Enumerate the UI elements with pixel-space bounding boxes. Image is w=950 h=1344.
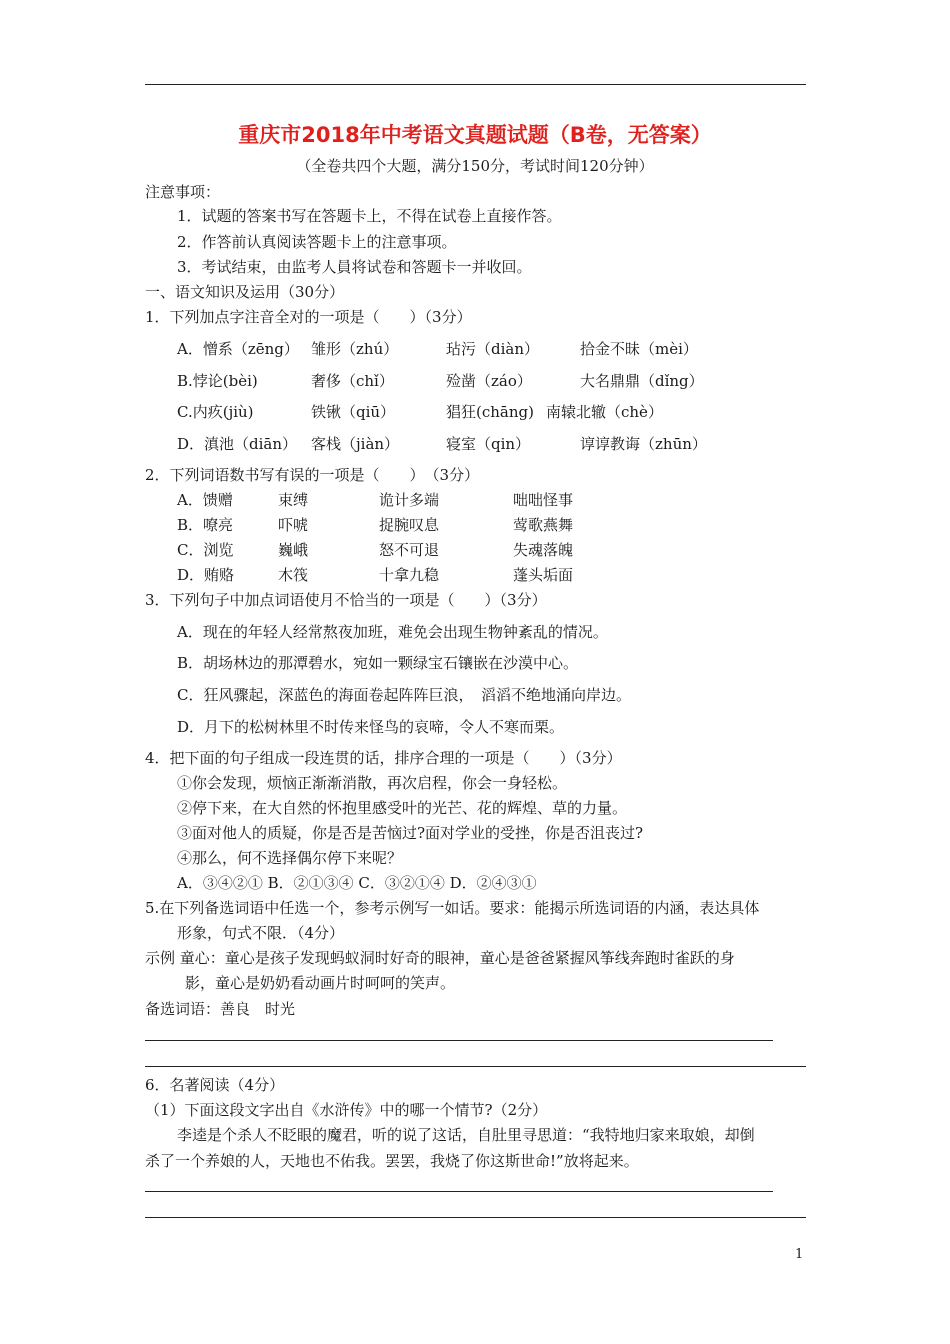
q4-choices: A．③④②① B．②①③④ C．③②①④ D．②④③① xyxy=(177,874,537,892)
q3-option: D．月下的松树林里不时传来怪鸟的哀啼，令人不寒而栗。 xyxy=(177,718,565,736)
q3-option: A．现在的年轻人经常熬夜加班，难免会出现生物钟紊乱的情况。 xyxy=(177,623,608,641)
answer-line[interactable] xyxy=(145,1066,806,1067)
section-heading: 一、语文知识及运用（30分） xyxy=(145,283,345,301)
q1-option: 拾金不昧（mèi） xyxy=(580,340,698,358)
q1-option: C.内疚(jiù) xyxy=(177,403,254,421)
question-4-stem: 4．把下面的句子组成一段连贯的话，排序合理的一项是（ ）（3分） xyxy=(145,749,622,767)
q1-option: B.悖论(bèi) xyxy=(177,372,258,390)
q1-option: 猖狂(chāng) xyxy=(446,403,534,421)
q1-option: 雏形（zhú） xyxy=(311,340,399,358)
q2-option: 束缚 xyxy=(278,491,309,509)
q2-option: B．嘹亮 xyxy=(177,516,234,534)
q1-option: 谆谆教诲（zhūn） xyxy=(580,435,707,453)
notice-item: 3．考试结束，由监考人員将试卷和答题卡一并收回。 xyxy=(177,258,532,276)
header-rule xyxy=(145,84,806,85)
question-6-stem: 6．名著阅读（4分） xyxy=(145,1076,285,1094)
q1-option: 寝室（qin） xyxy=(446,435,531,453)
q2-option: 蓬头垢面 xyxy=(513,566,574,584)
question-2-stem: 2．下列词语数书写有误的一项是（ ） （3分） xyxy=(145,466,480,484)
q2-option: 捉腕叹息 xyxy=(379,516,440,534)
question-5-stem: 形象，句式不限．（4分） xyxy=(177,924,345,942)
q2-option: 怒不可退 xyxy=(379,541,440,559)
q2-option: 咄咄怪事 xyxy=(513,491,574,509)
q2-option: 莺歌燕舞 xyxy=(513,516,574,534)
q6-subquestion: （1）下面这段文字出自《水浒传》中的哪一个情节?（2分） xyxy=(145,1101,548,1119)
q1-option: 玷污（diàn） xyxy=(446,340,540,358)
q2-option: 吓唬 xyxy=(278,516,309,534)
page-number: 1 xyxy=(795,1247,804,1262)
q4-sentence: ④那么，何不选择偶尔停下来呢？ xyxy=(177,849,403,867)
q4-sentence: ③面对他人的质疑，你是否是苦恼过?面对学业的受挫，你是否沮丧过? xyxy=(177,824,644,842)
q3-option: B．胡场林边的那潭碧水，宛如一颗绿宝石镶嵌在沙漠中心。 xyxy=(177,654,579,672)
q5-example: 示例 童心：童心是孩子发现蚂蚁洞时好奇的眼神，童心是爸爸紧握风筝线奔跑时雀跃的身 xyxy=(145,949,735,967)
q6-passage: 杀了一个养娘的人，天地也不佑我。罢罢，我烧了你这斯世命!”放将起来。 xyxy=(145,1152,639,1170)
q2-option: 失魂落魄 xyxy=(513,541,574,559)
q1-option: D．滇池（diān） xyxy=(177,435,298,453)
question-3-stem: 3．下列句子中加点词语使月不恰当的一项是（ ）（3分） xyxy=(145,591,547,609)
q2-option: 巍峨 xyxy=(278,541,309,559)
document-subtitle: （全卷共四个大题，满分150分，考试时间120分钟） xyxy=(296,157,654,175)
q2-option: C．浏览 xyxy=(177,541,234,559)
answer-line[interactable] xyxy=(145,1217,806,1218)
document-title: 重庆市2018年中考语文真题试题（B卷，无答案） xyxy=(238,123,712,147)
q2-option: 木筏 xyxy=(278,566,309,584)
q3-option: C．狂风骤起，深蓝色的海面卷起阵阵巨浪， 滔滔不绝地涌向岸边。 xyxy=(177,686,631,704)
q5-candidate-words: 备选词语：善良 时光 xyxy=(145,1000,296,1018)
q1-option: 奢侈（chǐ） xyxy=(311,372,394,390)
q1-option: 大名鼎鼎（dǐng） xyxy=(580,372,704,390)
question-1-stem: 1．下列加点字注音全对的一项是（ ）（3分） xyxy=(145,308,472,326)
q2-option: 十拿九稳 xyxy=(379,566,440,584)
q2-option: D．贿赂 xyxy=(177,566,235,584)
q6-passage: 李逵是个杀人不眨眼的魔君，听的说了这话，自肚里寻思道：“我特地归家来取娘，却倒 xyxy=(177,1126,755,1144)
notice-item: 1．试题的答案书写在答题卡上，不得在试卷上直接作答。 xyxy=(177,207,562,225)
q1-option: 铁锹（qiū） xyxy=(311,403,396,421)
q4-sentence: ②停下来，在大自然的怀抱里感受叶的光芒、花的辉煌、草的力量。 xyxy=(177,799,628,817)
q5-example: 影，童心是奶奶看动画片时呵呵的笑声。 xyxy=(185,974,456,992)
q2-option: A．馈赠 xyxy=(177,491,233,509)
answer-line[interactable] xyxy=(145,1191,773,1192)
notice-heading: 注意事项： xyxy=(145,183,221,201)
question-5-stem: 5.在下列备选词语中任选一个，参考示例写一如话。要求：能揭示所选词语的内涵，表达具体 xyxy=(145,899,760,917)
q1-option: A．憎系（zēng） xyxy=(177,340,299,358)
notice-item: 2．作答前认真阅读答题卡上的注意事项。 xyxy=(177,233,457,251)
q2-option: 诡计多端 xyxy=(379,491,440,509)
q4-sentence: ①你会发现，烦恼正渐渐消散，再次启程，你会一身轻松。 xyxy=(177,774,568,792)
q1-option: 殓凿（záo） xyxy=(446,372,532,390)
q1-option: 南辕北辙（chè） xyxy=(546,403,663,421)
answer-line[interactable] xyxy=(145,1040,773,1041)
q1-option: 客栈（jiàn） xyxy=(311,435,400,453)
